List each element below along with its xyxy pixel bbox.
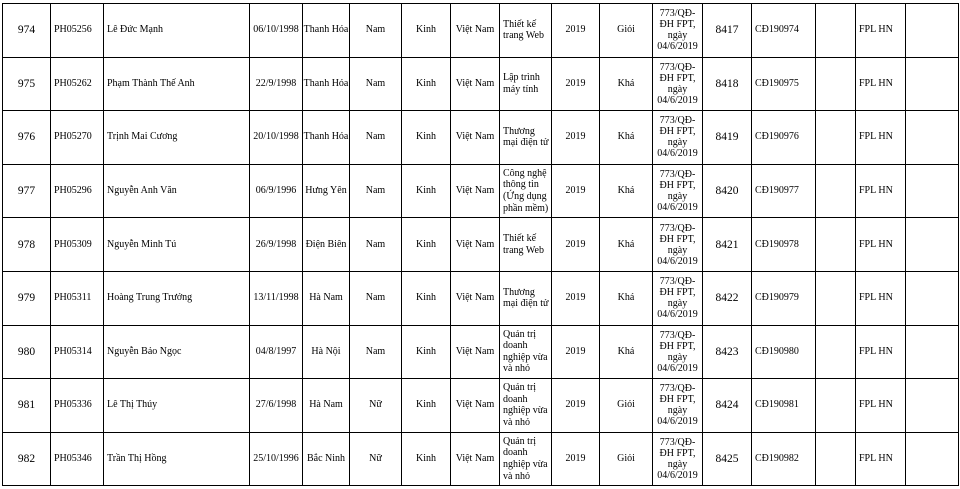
decision-cell: 773/QĐ-ĐH FPT, ngày 04/6/2019	[653, 164, 703, 218]
grade-cell: Khá	[600, 57, 653, 111]
serial-number-cell: 8424	[703, 379, 752, 433]
graduation-year-cell: 2019	[552, 111, 600, 165]
major-cell: Thiết kế trang Web	[500, 218, 552, 272]
campus-cell: FPL HN	[856, 4, 906, 58]
nationality-cell: Việt Nam	[451, 111, 500, 165]
student-id-cell: PH05309	[51, 218, 104, 272]
decision-cell: 773/QĐ-ĐH FPT, ngày 04/6/2019	[653, 379, 703, 433]
major-cell: Quản trị doanh nghiệp vừa và nhỏ	[500, 432, 552, 486]
note-cell	[816, 218, 856, 272]
date-of-birth-cell: 26/9/1998	[250, 218, 303, 272]
grade-cell: Giỏi	[600, 379, 653, 433]
note-cell	[816, 57, 856, 111]
gender-cell: Nữ	[350, 432, 402, 486]
graduation-year-cell: 2019	[552, 164, 600, 218]
nationality-cell: Việt Nam	[451, 57, 500, 111]
row-number-cell: 976	[3, 111, 51, 165]
serial-number-cell: 8425	[703, 432, 752, 486]
birthplace-cell: Thanh Hóa	[303, 111, 350, 165]
grade-cell: Khá	[600, 271, 653, 325]
graduation-year-cell: 2019	[552, 218, 600, 272]
major-cell: Quản trị doanh nghiệp vừa và nhỏ	[500, 379, 552, 433]
ethnicity-cell: Kinh	[402, 111, 451, 165]
decision-cell: 773/QĐ-ĐH FPT, ngày 04/6/2019	[653, 432, 703, 486]
nationality-cell: Việt Nam	[451, 164, 500, 218]
certificate-number-cell: CĐ190978	[752, 218, 816, 272]
major-cell: Thiết kế trang Web	[500, 4, 552, 58]
gender-cell: Nam	[350, 111, 402, 165]
student-id-cell: PH05256	[51, 4, 104, 58]
decision-cell: 773/QĐ-ĐH FPT, ngày 04/6/2019	[653, 111, 703, 165]
blank-cell	[906, 4, 959, 58]
birthplace-cell: Bắc Ninh	[303, 432, 350, 486]
note-cell	[816, 379, 856, 433]
ethnicity-cell: Kinh	[402, 271, 451, 325]
grade-cell: Khá	[600, 111, 653, 165]
gender-cell: Nam	[350, 271, 402, 325]
ethnicity-cell: Kinh	[402, 4, 451, 58]
graduation-year-cell: 2019	[552, 379, 600, 433]
serial-number-cell: 8421	[703, 218, 752, 272]
certificate-number-cell: CĐ190980	[752, 325, 816, 379]
nationality-cell: Việt Nam	[451, 271, 500, 325]
blank-cell	[906, 271, 959, 325]
serial-number-cell: 8419	[703, 111, 752, 165]
serial-number-cell: 8417	[703, 4, 752, 58]
student-name-cell: Nguyễn Bảo Ngọc	[104, 325, 250, 379]
ethnicity-cell: Kinh	[402, 164, 451, 218]
nationality-cell: Việt Nam	[451, 4, 500, 58]
serial-number-cell: 8420	[703, 164, 752, 218]
table-row	[3, 379, 959, 433]
table-body	[3, 4, 959, 486]
major-cell: Quản trị doanh nghiệp vừa và nhỏ	[500, 325, 552, 379]
row-number-cell: 977	[3, 164, 51, 218]
birthplace-cell: Hà Nam	[303, 271, 350, 325]
graduation-year-cell: 2019	[552, 432, 600, 486]
blank-cell	[906, 432, 959, 486]
campus-cell: FPL HN	[856, 271, 906, 325]
certificate-number-cell: CĐ190982	[752, 432, 816, 486]
row-number-cell: 979	[3, 271, 51, 325]
grade-cell: Khá	[600, 218, 653, 272]
blank-cell	[906, 379, 959, 433]
blank-cell	[906, 325, 959, 379]
ethnicity-cell: Kinh	[402, 432, 451, 486]
blank-cell	[906, 164, 959, 218]
certificate-number-cell: CĐ190974	[752, 4, 816, 58]
campus-cell: FPL HN	[856, 57, 906, 111]
date-of-birth-cell: 27/6/1998	[250, 379, 303, 433]
student-id-cell: PH05296	[51, 164, 104, 218]
decision-cell: 773/QĐ-ĐH FPT, ngày 04/6/2019	[653, 57, 703, 111]
student-id-cell: PH05336	[51, 379, 104, 433]
date-of-birth-cell: 06/9/1996	[250, 164, 303, 218]
row-number-cell: 975	[3, 57, 51, 111]
note-cell	[816, 271, 856, 325]
graduates-table	[2, 3, 959, 486]
ethnicity-cell: Kinh	[402, 325, 451, 379]
birthplace-cell: Thanh Hóa	[303, 4, 350, 58]
row-number-cell: 978	[3, 218, 51, 272]
campus-cell: FPL HN	[856, 379, 906, 433]
student-name-cell: Nguyễn Anh Văn	[104, 164, 250, 218]
blank-cell	[906, 111, 959, 165]
certificate-number-cell: CĐ190981	[752, 379, 816, 433]
blank-cell	[906, 218, 959, 272]
row-number-cell: 974	[3, 4, 51, 58]
campus-cell: FPL HN	[856, 325, 906, 379]
note-cell	[816, 325, 856, 379]
student-id-cell: PH05346	[51, 432, 104, 486]
table-row	[3, 111, 959, 165]
date-of-birth-cell: 13/11/1998	[250, 271, 303, 325]
birthplace-cell: Thanh Hóa	[303, 57, 350, 111]
grade-cell: Giỏi	[600, 4, 653, 58]
major-cell: Thương mại điện tử	[500, 111, 552, 165]
table-row	[3, 325, 959, 379]
graduation-year-cell: 2019	[552, 57, 600, 111]
table-row	[3, 218, 959, 272]
gender-cell: Nam	[350, 164, 402, 218]
graduation-year-cell: 2019	[552, 271, 600, 325]
ethnicity-cell: Kinh	[402, 57, 451, 111]
nationality-cell: Việt Nam	[451, 379, 500, 433]
graduation-year-cell: 2019	[552, 4, 600, 58]
student-name-cell: Hoàng Trung Trưởng	[104, 271, 250, 325]
gender-cell: Nam	[350, 57, 402, 111]
student-id-cell: PH05311	[51, 271, 104, 325]
student-name-cell: Trần Thị Hồng	[104, 432, 250, 486]
ethnicity-cell: Kinh	[402, 218, 451, 272]
note-cell	[816, 111, 856, 165]
gender-cell: Nam	[350, 4, 402, 58]
date-of-birth-cell: 25/10/1996	[250, 432, 303, 486]
row-number-cell: 982	[3, 432, 51, 486]
grade-cell: Khá	[600, 164, 653, 218]
certificate-number-cell: CĐ190975	[752, 57, 816, 111]
major-cell: Lập trình máy tính	[500, 57, 552, 111]
student-name-cell: Phạm Thành Thế Anh	[104, 57, 250, 111]
note-cell	[816, 432, 856, 486]
row-number-cell: 981	[3, 379, 51, 433]
gender-cell: Nữ	[350, 379, 402, 433]
serial-number-cell: 8422	[703, 271, 752, 325]
student-id-cell: PH05270	[51, 111, 104, 165]
table-row	[3, 164, 959, 218]
gender-cell: Nam	[350, 325, 402, 379]
campus-cell: FPL HN	[856, 164, 906, 218]
decision-cell: 773/QĐ-ĐH FPT, ngày 04/6/2019	[653, 271, 703, 325]
date-of-birth-cell: 22/9/1998	[250, 57, 303, 111]
nationality-cell: Việt Nam	[451, 432, 500, 486]
birthplace-cell: Hà Nam	[303, 379, 350, 433]
blank-cell	[906, 57, 959, 111]
student-name-cell: Trịnh Mai Cương	[104, 111, 250, 165]
decision-cell: 773/QĐ-ĐH FPT, ngày 04/6/2019	[653, 325, 703, 379]
decision-cell: 773/QĐ-ĐH FPT, ngày 04/6/2019	[653, 218, 703, 272]
nationality-cell: Việt Nam	[451, 218, 500, 272]
note-cell	[816, 164, 856, 218]
birthplace-cell: Điện Biên	[303, 218, 350, 272]
certificate-number-cell: CĐ190979	[752, 271, 816, 325]
date-of-birth-cell: 06/10/1998	[250, 4, 303, 58]
student-name-cell: Nguyễn Minh Tú	[104, 218, 250, 272]
student-id-cell: PH05314	[51, 325, 104, 379]
major-cell: Công nghệ thông tin (Ứng dụng phần mềm)	[500, 164, 552, 218]
decision-cell: 773/QĐ-ĐH FPT, ngày 04/6/2019	[653, 4, 703, 58]
serial-number-cell: 8418	[703, 57, 752, 111]
gender-cell: Nam	[350, 218, 402, 272]
table-row	[3, 271, 959, 325]
campus-cell: FPL HN	[856, 111, 906, 165]
row-number-cell: 980	[3, 325, 51, 379]
grade-cell: Khá	[600, 325, 653, 379]
table-row	[3, 57, 959, 111]
table-row	[3, 4, 959, 58]
birthplace-cell: Hưng Yên	[303, 164, 350, 218]
student-id-cell: PH05262	[51, 57, 104, 111]
note-cell	[816, 4, 856, 58]
certificate-number-cell: CĐ190977	[752, 164, 816, 218]
certificate-number-cell: CĐ190976	[752, 111, 816, 165]
ethnicity-cell: Kinh	[402, 379, 451, 433]
birthplace-cell: Hà Nội	[303, 325, 350, 379]
student-name-cell: Lê Đức Mạnh	[104, 4, 250, 58]
major-cell: Thương mại điện tử	[500, 271, 552, 325]
serial-number-cell: 8423	[703, 325, 752, 379]
date-of-birth-cell: 04/8/1997	[250, 325, 303, 379]
campus-cell: FPL HN	[856, 432, 906, 486]
student-name-cell: Lê Thị Thúy	[104, 379, 250, 433]
campus-cell: FPL HN	[856, 218, 906, 272]
grade-cell: Giỏi	[600, 432, 653, 486]
date-of-birth-cell: 20/10/1998	[250, 111, 303, 165]
graduation-year-cell: 2019	[552, 325, 600, 379]
table-row	[3, 432, 959, 486]
nationality-cell: Việt Nam	[451, 325, 500, 379]
